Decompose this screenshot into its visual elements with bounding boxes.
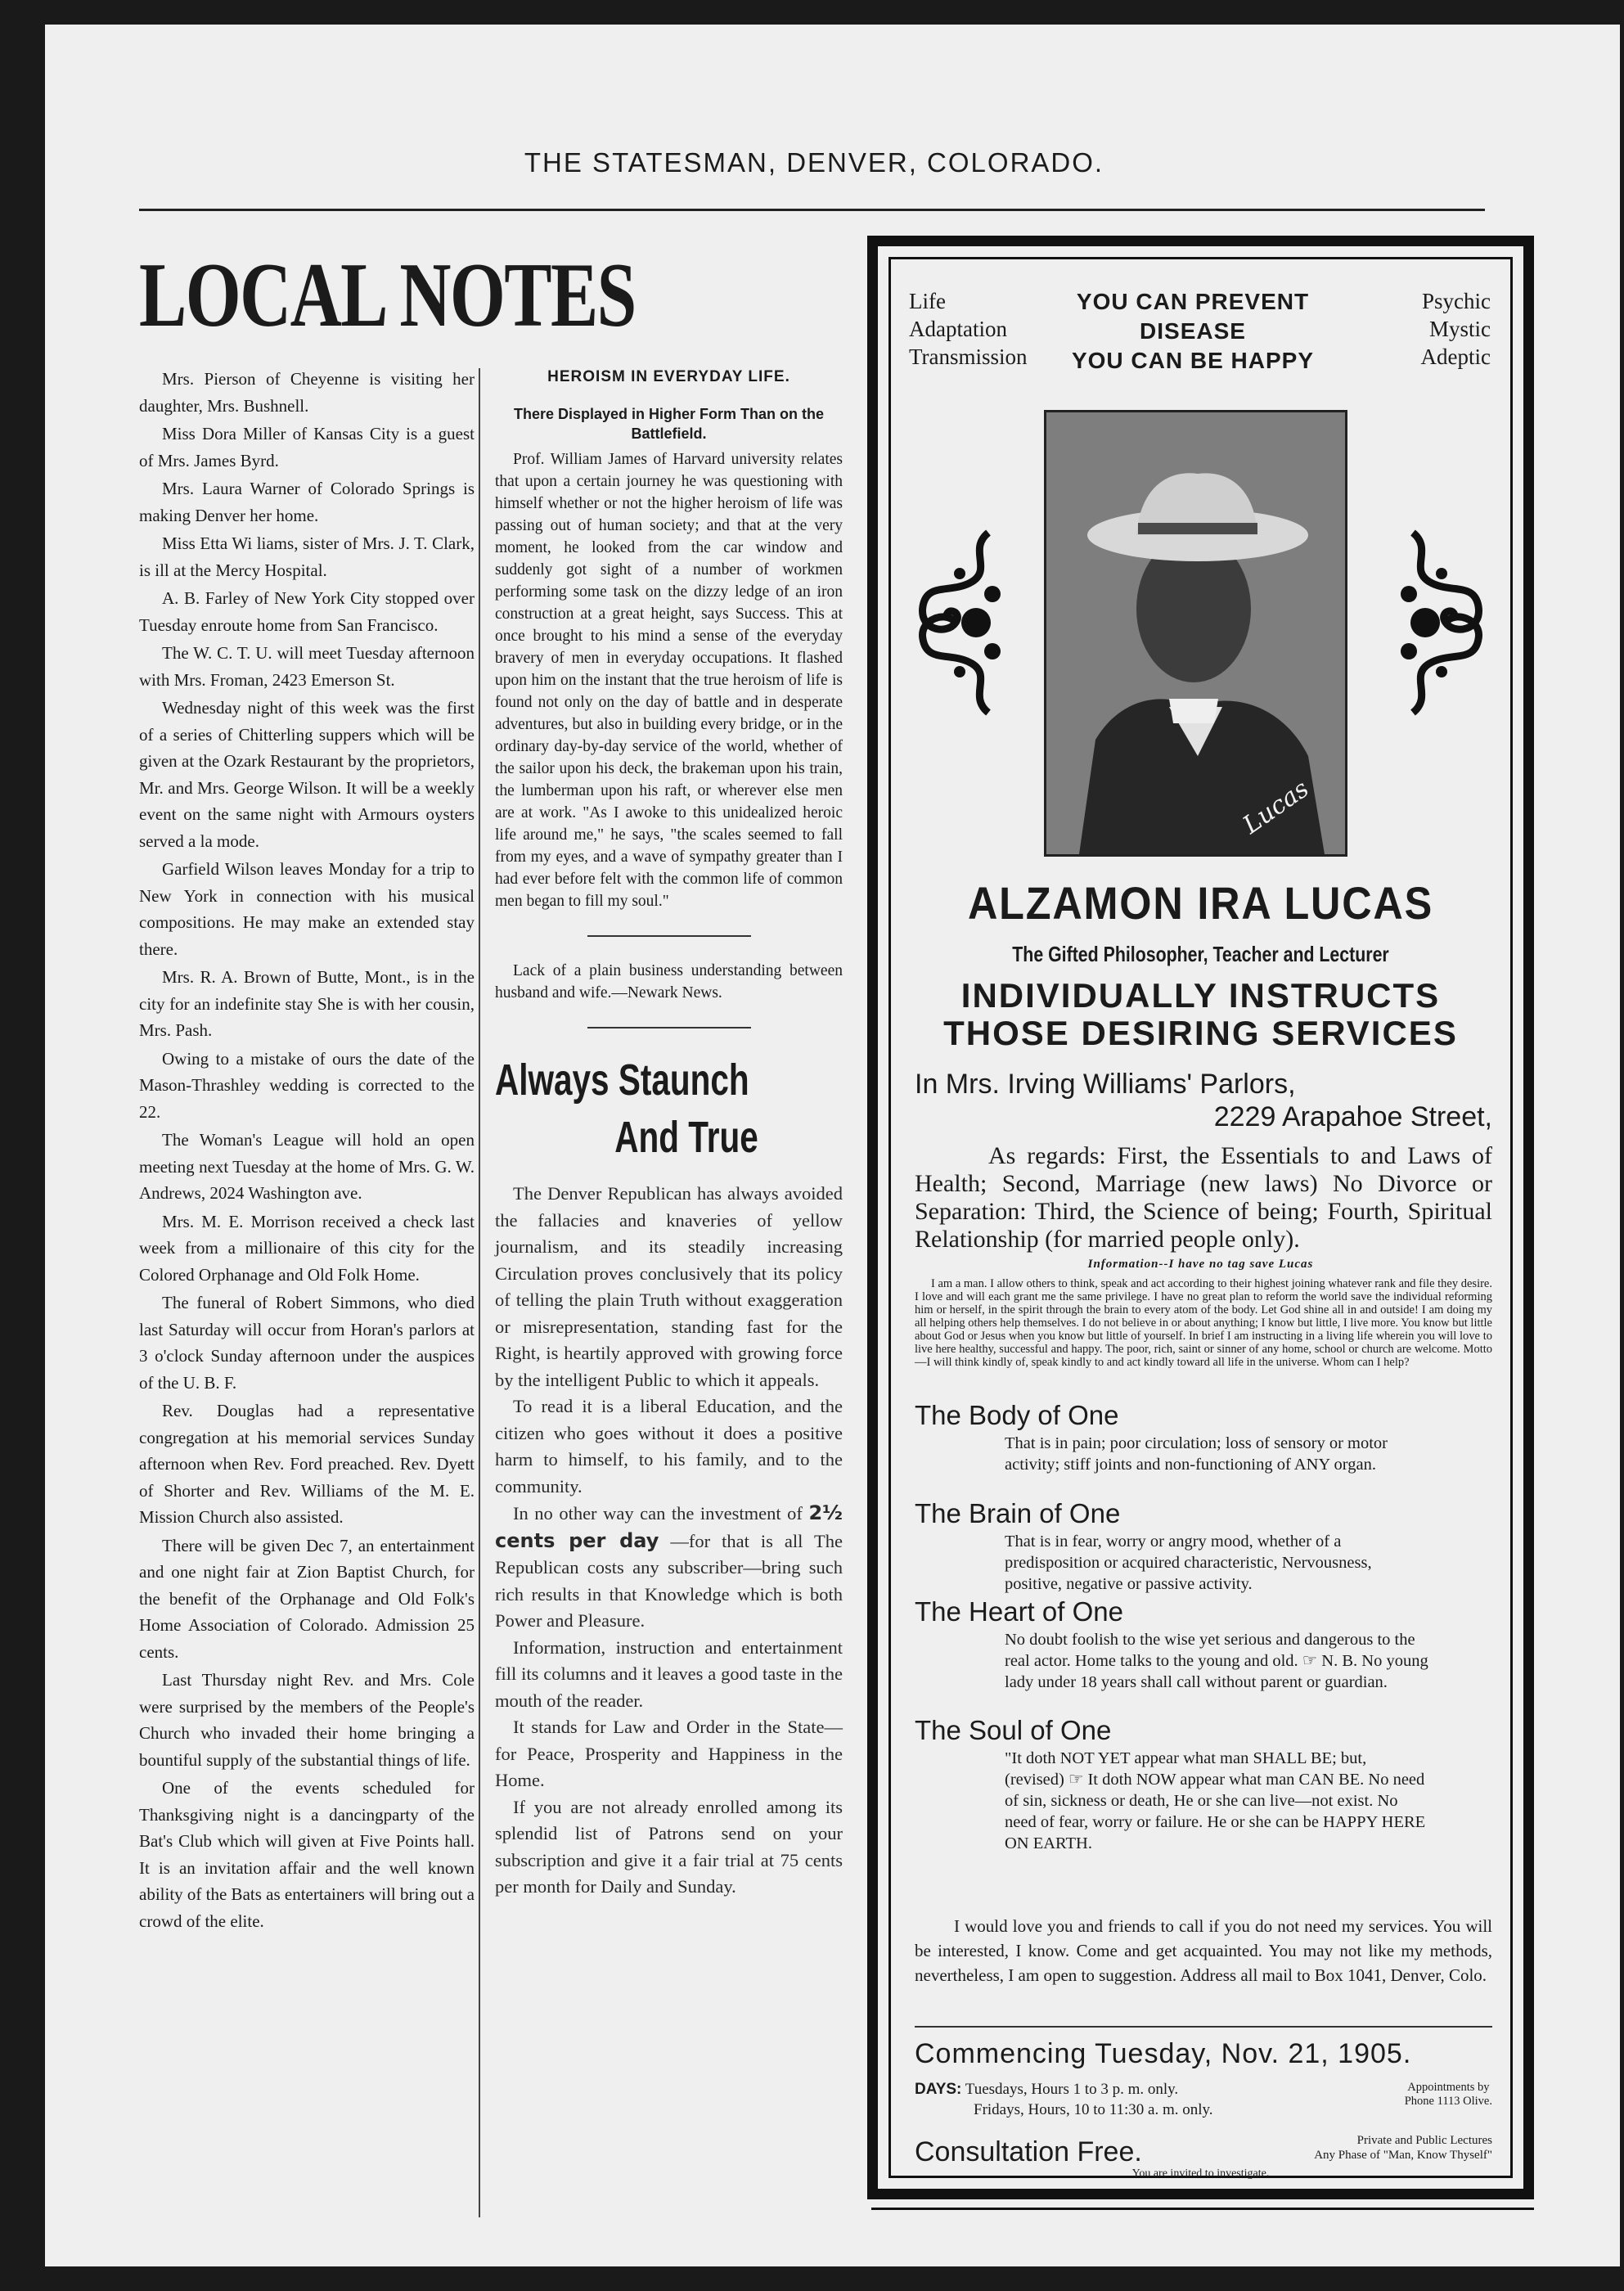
ad-days-line: Fridays, Hours, 10 to 11:30 a. m. only. [974,2101,1213,2118]
ad-days-label: DAYS: [915,2081,962,2098]
bottom-rule [871,2208,1534,2210]
ad-left-words [909,287,1028,371]
local-note-item: Owing to a mistake of ours the date of the Mason-Thrashley wedding is corrected to the 22. [139,1048,475,1122]
ad-section-soul [915,1715,1479,1854]
ad-section-text: That is in pain; poor circulation; loss of sensory or motor activity; stiff joints and non-functioning of ANY organ. [1005,1434,1388,1474]
ornament-left-icon [911,524,1009,721]
republican-paragraph: If you are not already enrolled among its splendid list of Patrons send on your subscription and give it a fair trial at 75 cents per month for Daily and Sunday. [495,1796,843,1897]
republican-paragraph: To read it is a liberal Education, and the citizen who goes without it does a positive harm to himself, to his family, and to the community. [495,1396,843,1497]
ad-invite: You are invited to investigate. [1131,2167,1270,2180]
ad-slogan-line: YOU CAN PREVENT DISEASE [1076,289,1310,344]
local-note-item: Wednesday night of this week was the first of a series of Chitterling suppers which will be given at the Ozark Restaurant by the proprietors, Mr. and Mrs. George Wilson. It will be a weekly event on the same night with Armours oysters served a la mode. [139,698,475,851]
local-note-item: Mrs. Pierson of Cheyenne is visiting her daughter, Mrs. Bushnell. [139,369,475,416]
investment-text: In no other way can the investment of [513,1503,809,1524]
ad-appointments-line: Phone 1113 Olive. [1404,2095,1492,2108]
heroism-body: Prof. William James of Harvard university relates that upon a certain journey he was questioning with himself whether or not the higher heroism of life was passing out of human society; and that at the very moment, he looked from the car window and suddenly got sight of a number of workmen performing some task on the dizzy ledge of an iron construction at a great height, says Success. This at once brought to his mind a sense of the everyday bravery of men in everyday occupations. It flashed upon him on the instant that the true heroism of life is found not only on the day of battle and in desperate adventures, but also in building every bridge, or in the ordinary day-by-day service of the world, whether of the sailor upon his deck, the brakeman upon his train, the lumberman upon his raft, or wherever else men are at work. "As I awoke to this unidealized heroic life around me," he says, "the scales seemed to fall from my eyes, and a wave of sympathy greater than I had ever before felt with the common life of common men began to fill my soul." [495,451,843,910]
ad-left-word: Adaptation [909,317,1007,341]
republican-paragraph: It stands for Law and Order in the State—for Peace, Prosperity and Happiness in the Home. [495,1717,843,1790]
local-note-item: Garfield Wilson leaves Monday for a trip to New York in connection with his musical compositions. He may make an extended stay there. [139,859,475,959]
ad-lectures [1314,2133,1492,2163]
ad-right-word: Mystic [1428,317,1491,341]
local-note-item: A. B. Farley of New York City stopped over Tuesday enroute home from San Francisco. [139,588,475,635]
short-rule [587,1027,751,1028]
ad-left-word: Transmission [909,344,1028,369]
filler-item: Lack of a plain business understanding between husband and wife.—Newark News. [495,962,843,1001]
republican-paragraph: The Denver Republican has always avoided the fallacies and knaveries of yellow journalism, and its steadily increasing Circulation proves conclusively that its policy of telling the plain Truth without exaggeration or misrepresentation, standing fast for the Right, is heartily approved with growing force by the intelligent Public to which it appeals. [495,1183,843,1390]
local-note-item: The funeral of Robert Simmons, who died last Saturday will occur from Horan's parlors at 3 o'clock Sunday afternoon under the auspices of the U. B. F. [139,1293,475,1393]
masthead: THE STATESMAN, DENVER, COLORADO. [524,147,1104,178]
lucas-advertisement [867,236,1534,2199]
ad-right-word: Psychic [1422,289,1491,313]
column-divider [479,368,480,2217]
ad-info-line: Information--I have no tag save Lucas [1087,1258,1314,1271]
ad-section-text: That is in fear, worry or angry mood, whether of a predisposition or acquired characteristic, Nervousness, positive, negative or passive activity. [1005,1533,1372,1593]
local-note-item: One of the events scheduled for Thanksgiving night is a dancingparty of the Bat's Club which will given at Five Points hall. It is an invitation affair and the well known ability of the Bats as entertainers will bring out a crowd of the elite. [139,1778,475,1931]
ad-closing: I would love you and friends to call if you do not need my services. You will be interested, I know. Come and get acquainted. You may not like my methods, nevertheless, I am open to suggestion. Address all mail to Box 1041, Denver, Colo. [915,1916,1492,1985]
ad-consultation: Consultation Free. [915,2136,1142,2167]
local-note-item: Mrs. Laura Warner of Colorado Springs is making Denver her home. [139,479,475,525]
ad-section-title: The Soul of One [915,1715,1112,1745]
ad-name: ALZAMON IRA LUCAS [967,877,1434,929]
newspaper-page [45,25,1620,2266]
ad-headline-line: INDIVIDUALLY INSTRUCTS [960,976,1441,1015]
ad-days-line: Tuesdays, Hours 1 to 3 p. m. only. [965,2081,1179,2098]
local-notes-title: LOCAL NOTES [139,245,636,346]
ad-appointments-line: Appointments by [1407,2081,1490,2094]
ad-street: 2229 Arapahoe Street, [1213,1101,1492,1132]
republican-paragraph: Information, instruction and entertainment fill its columns and it leaves a good taste in the mouth of the reader. [495,1636,843,1711]
ad-regards: As regards: First, the Essentials to and Laws of Health; Second, Marriage (new laws) No Divorce or Separation: Third, the Science of being; Fourth, Spiritual Relationship (for married people only). [915,1142,1492,1253]
republican-paragraph [495,1500,843,1635]
ad-tagline: The Gifted Philosopher, Teacher and Lecturer [1012,942,1389,966]
ad-section-title: The Body of One [915,1400,1119,1430]
ad-section-body [915,1400,1479,1475]
ad-parlors: In Mrs. Irving Williams' Parlors, [915,1069,1296,1100]
local-note-item: Rev. Douglas had a representative congregation at his memorial services Sunday afternoon when Rev. Ford preached. Rev. Dyett of Shorter and Rev. Williams of the M. E. Mission Church also assisted. [139,1401,475,1527]
ad-slogan-line: YOU CAN BE HAPPY [1071,348,1315,373]
ad-right-word: Adeptic [1420,344,1491,369]
local-note-item: The W. C. T. U. will meet Tuesday afternoon with Mrs. Froman, 2423 Emerson St. [139,643,475,690]
investment-text-cont: —for that is all The Republican costs any subscriber—bring such rich results in that Knowledge which is both Power and Pleasure. [495,1530,843,1631]
staunch-line-1: Always Staunch [495,1055,749,1105]
staunch-headline [495,1051,845,1166]
ad-section-title: The Heart of One [915,1596,1123,1627]
heroism-subheading: There Displayed in Higher Form Than on the Battlefield. [513,406,825,442]
ad-lectures-line: Any Phase of "Man, Know Thyself" [1314,2149,1492,2162]
ad-left-word: Life [909,289,946,313]
local-note-item: Miss Dora Miller of Kansas City is a guest of Mrs. James Byrd. [139,424,475,470]
ad-section-brain [915,1498,1479,1595]
local-note-item: The Woman's League will hold an open meeting next Tuesday at the home of Mrs. G. W. Andrews, 2024 Washington ave. [139,1130,475,1203]
ad-section-title: The Brain of One [915,1498,1121,1528]
local-note-item: Miss Etta Wi liams, sister of Mrs. J. T. Clark, is ill at the Mercy Hospital. [139,533,475,580]
ad-rule [915,2026,1492,2028]
local-note-item: Mrs. R. A. Brown of Butte, Mont., is in the city for an indefinite stay She is with her cousin, Mrs. Pash. [139,967,475,1040]
ad-creed: I am a man. I allow others to think, speak and act according to their highest joining whatever rank and file they desire. I love and will each grant me the same privilege. I have no great plan to reform the world save the individual reforming him or herself, in the spirit through the brain to every atom of the body. Let God shine all in and outside! I am doing my all helping others help themselves. I do not believe in or about anything; I know but little, I live more. You know but little about God or Jesus when you know but little of yourself. In brief I am instructing in a living life wherein you will love to live here healthy, successful and happy. The poor, rich, saint or sinner of any home, school or church are welcome. Motto—I will think kindly of, speak kindly to and act kindly toward all life in the universe. Whom can I help? [915,1277,1492,1369]
ad-lectures-line: Private and Public Lectures [1356,2134,1492,2147]
portrait-photo [1044,410,1347,857]
short-rule [587,935,751,937]
ad-headline-line: THOSE DESIRING SERVICES [943,1014,1458,1052]
heroism-heading: HEROISM IN EVERYDAY LIFE. [547,368,790,385]
local-note-item: Mrs. M. E. Morrison received a check last week from a millionaire of this city for the Colored Orphanage and Old Folk Home. [139,1211,475,1285]
ad-section-heart [915,1596,1479,1693]
local-note-item: There will be given Dec 7, an entertainment and one night fair at Zion Baptist Church, for the benefit of the Orphanage and Old Folk's Home Association of Colorado. Admission 25 cents. [139,1535,475,1662]
local-notes-list [139,366,475,1934]
ad-days [915,2079,1213,2120]
ad-commencing: Commencing Tuesday, Nov. 21, 1905. [915,2038,1412,2069]
ad-center-slogan [1050,287,1336,376]
ad-section-text: "It doth NOT YET appear what man SHALL BE; but, (revised) ☞ It doth NOW appear what man CAN BE. No need of sin, sickness or death, He or she can live—not exist. No need of fear, worry or failure. He or she can be HAPPY HERE ON EARTH. [1005,1749,1426,1852]
ornament-right-icon [1392,524,1491,721]
photo-signature: Lucas [1237,774,1314,840]
ad-right-words [1421,287,1491,371]
local-note-item: Last Thursday night Rev. and Mrs. Cole were surprised by the members of the People's Church who invaded their home bringing a bountiful supply of the substantial things of life. [139,1670,475,1770]
ad-section-text: No doubt foolish to the wise yet serious and dangerous to the real actor. Home talks to the young and old. ☞ N. B. No young lady under 18 years shall call without parent or guardian. [1005,1631,1428,1691]
price-highlight: 2½ cents per day [495,1501,843,1552]
ad-headline [878,977,1523,1052]
ad-appointments [1405,2081,1492,2109]
staunch-line-2: And True [614,1113,758,1162]
center-column [495,368,843,1901]
top-rule [139,209,1485,211]
